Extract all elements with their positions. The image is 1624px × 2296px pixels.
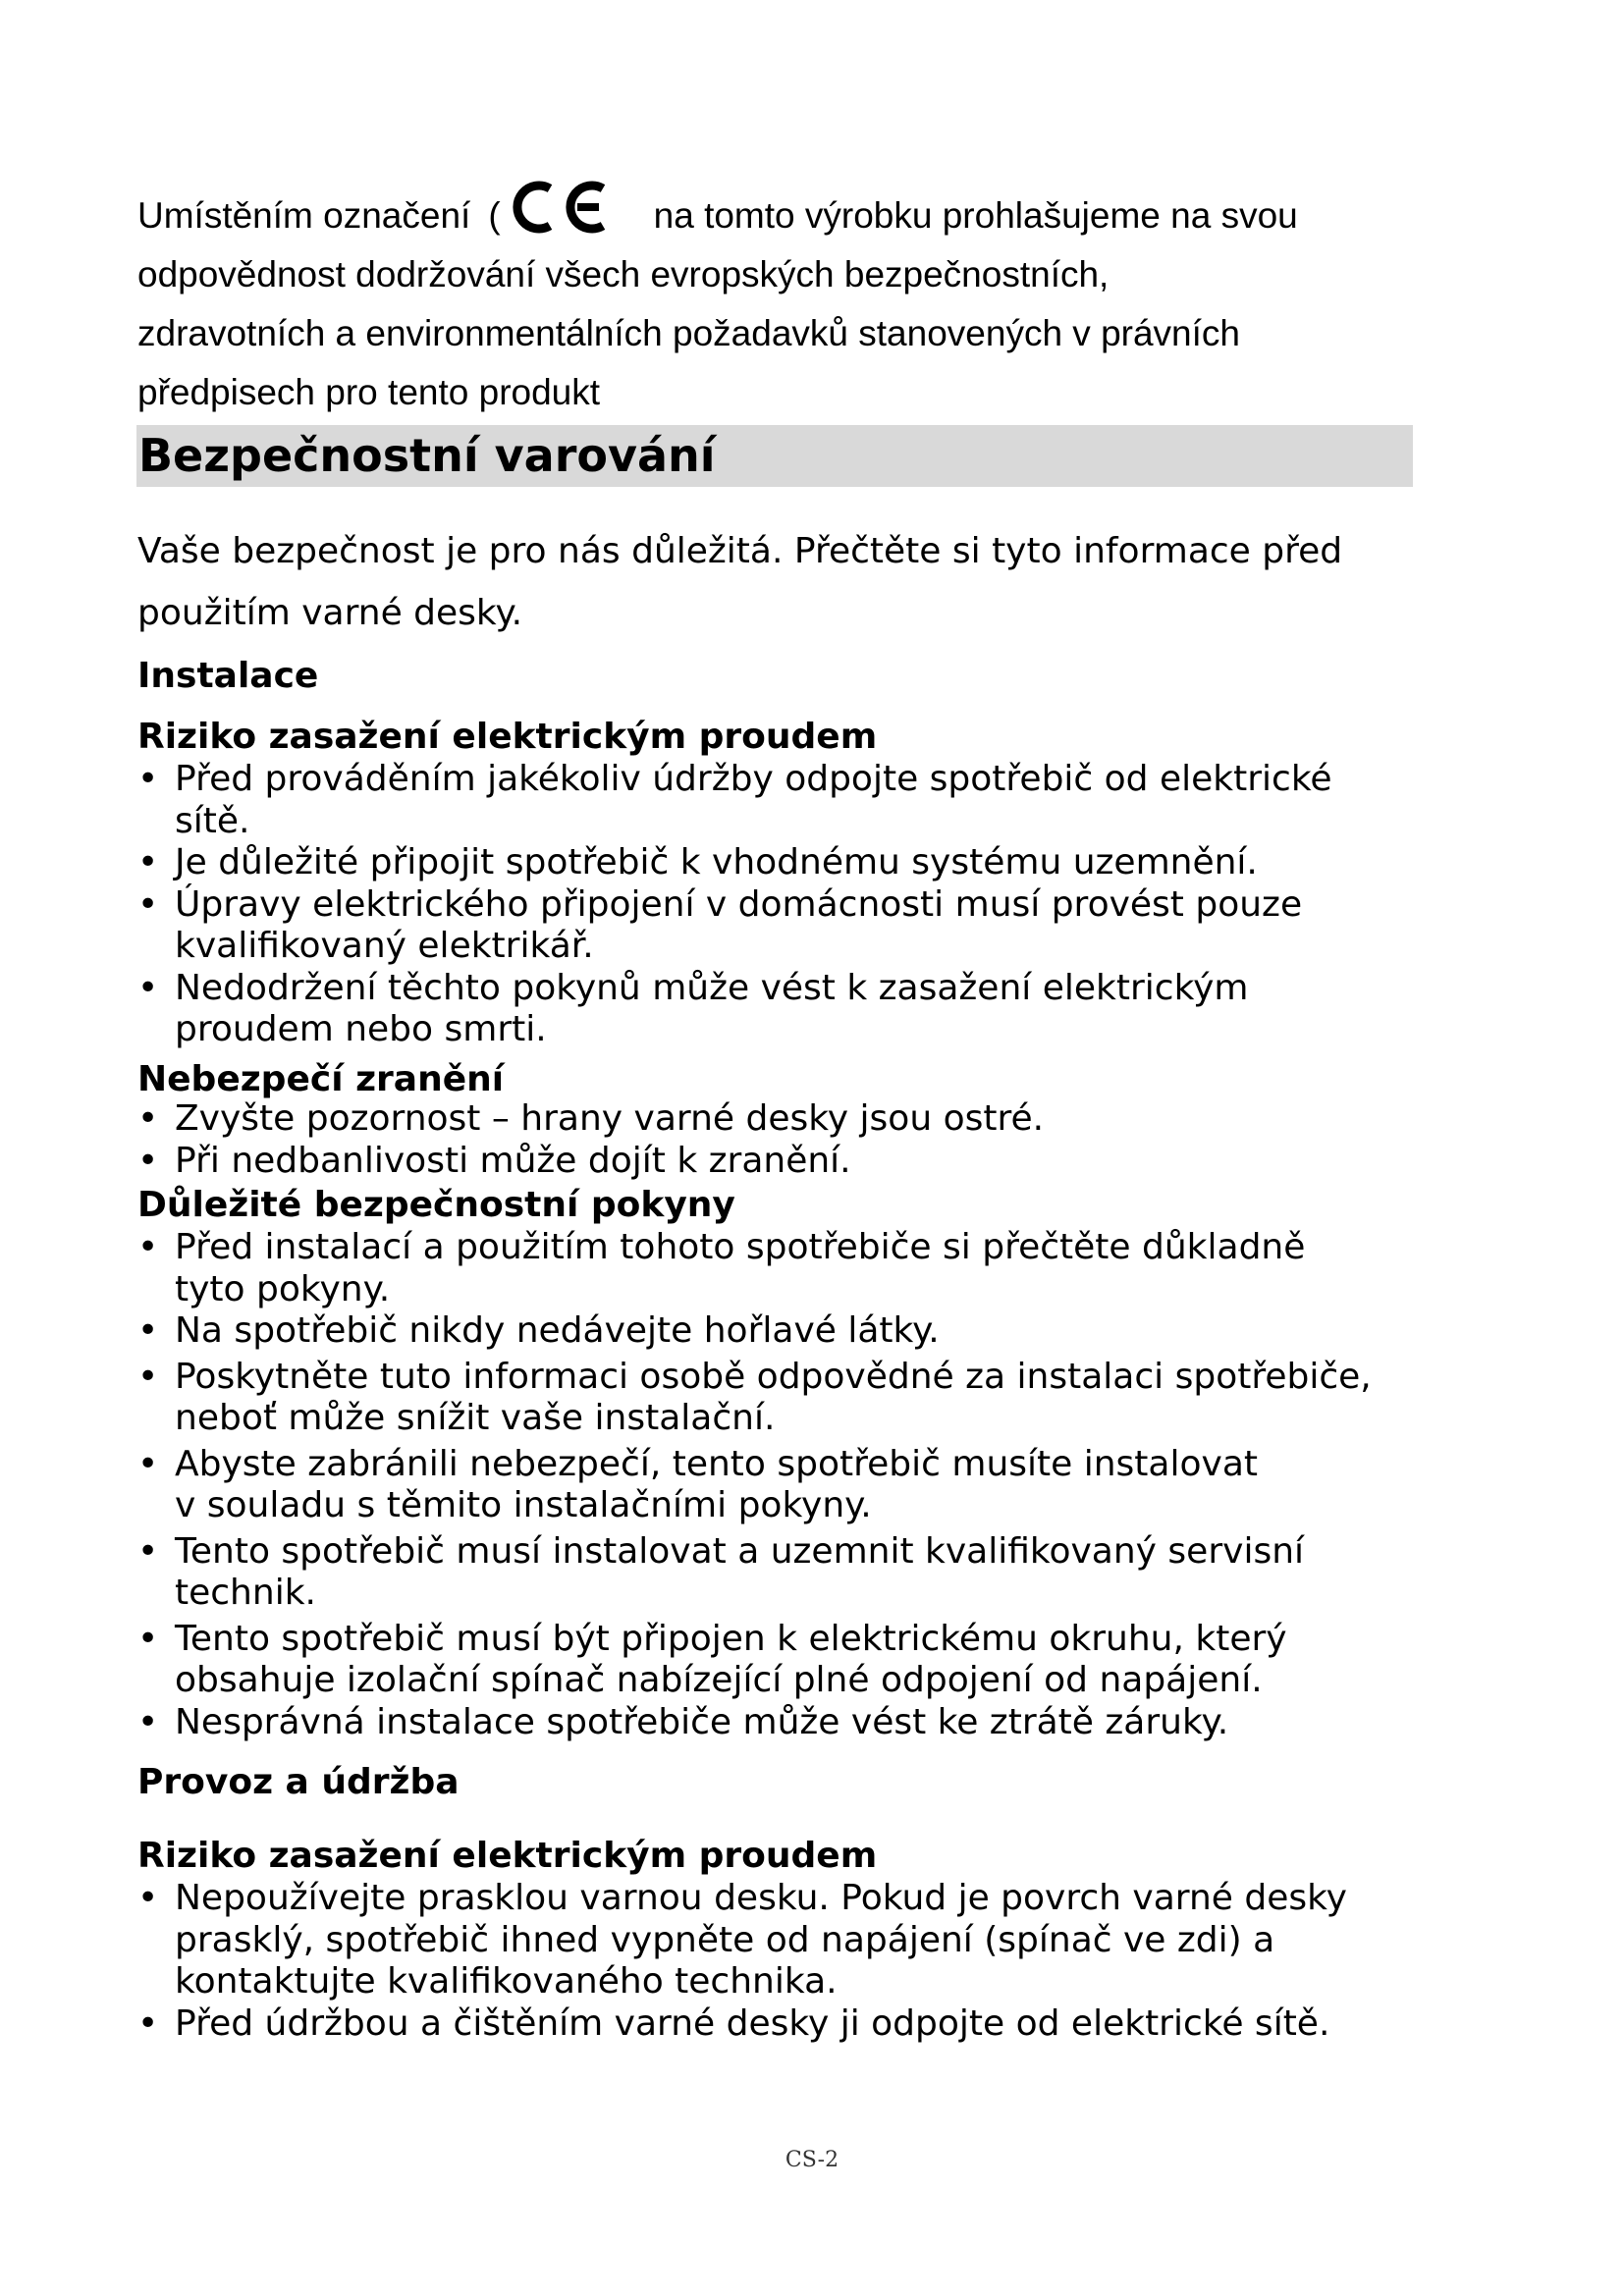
shock-risk-list: [137, 759, 1532, 1051]
page-title: Bezpečnostní varování: [138, 429, 716, 482]
section-heading-shock-risk-2: Riziko zasažení elektrickým proudem: [137, 1836, 878, 1876]
list-item: • Před údržbou a čištěním varné desky ji odpojte od elektrické sítě.: [137, 2002, 1330, 2044]
page-number: CS-2: [785, 2148, 839, 2172]
list-item: • Tento spotřebič musí instalovat a uzemnit kvalifikovaný servisní technik.: [137, 1530, 1305, 1613]
heading-band: [136, 425, 1413, 487]
ce-mark-icon: [505, 179, 615, 236]
ce-notice-line-1: Umístěním označení ( na tomto výrobku prohlašujeme na svou: [137, 179, 1502, 245]
section-heading-installation: Instalace: [137, 656, 319, 696]
intro-paragraph: [137, 520, 1512, 644]
list-item: • Nesprávná instalace spotřebiče může vést ke ztrátě záruky.: [137, 1701, 1229, 1742]
list-item: • Abyste zabránili nebezpečí, tento spotřebič musíte instalovat v souladu s těmito instalačními pokyny.: [137, 1443, 1258, 1525]
shock-risk-list-2: [137, 1878, 1532, 2045]
important-list: [137, 1227, 1532, 1743]
ce-notice-line-3: zdravotních a environmentálních požadavků stanovených v právních: [137, 313, 1240, 353]
section-heading-injury: Nebezpečí zranění: [137, 1059, 505, 1099]
list-item: • Na spotřebič nikdy nedávejte hořlavé látky.: [137, 1310, 940, 1351]
list-item: • Tento spotřebič musí být připojen k elektrickému okruhu, který obsahuje izolační spínač nabízející plné odpojení od napájení.: [137, 1618, 1287, 1700]
ce-notice: [137, 179, 1502, 422]
list-item: • Zvyšte pozornost – hrany varné desky jsou ostré.: [137, 1098, 1045, 1139]
ce-notice-line-4: předpisech pro tento produkt: [137, 372, 601, 412]
list-item: • Před prováděním jakékoliv údržby odpojte spotřebič od elektrické sítě.: [137, 759, 1332, 841]
list-item: • Při nedbanlivosti může dojít k zranění.: [137, 1140, 851, 1181]
list-item: • Nedodržení těchto pokynů může vést k zasažení elektrickým proudem nebo smrti.: [137, 967, 1249, 1049]
ce-notice-line-2: odpovědnost dodržování všech evropských bezpečnostních,: [137, 254, 1110, 294]
list-item: • Úpravy elektrického připojení v domácnosti musí provést pouze kvalifikovaný elektrikář.: [137, 883, 1303, 966]
section-heading-important: Důležité bezpečnostní pokyny: [137, 1185, 735, 1225]
list-item: • Před instalací a použitím tohoto spotřebiče si přečtěte důkladně tyto pokyny.: [137, 1227, 1306, 1309]
intro-line-2: použitím varné desky.: [137, 593, 523, 633]
list-item: • Je důležité připojit spotřebič k vhodnému systému uzemnění.: [137, 842, 1258, 882]
intro-line-1: Vaše bezpečnost je pro nás důležitá. Přečtěte si tyto informace před: [137, 531, 1343, 571]
section-heading-operation: Provoz a údržba: [137, 1762, 460, 1802]
list-item: • Poskytněte tuto informaci osobě odpovědné za instalaci spotřebiče, neboť může snížit vaše instalační.: [137, 1356, 1372, 1438]
section-heading-shock-risk: Riziko zasažení elektrickým proudem: [137, 717, 878, 757]
list-item: • Nepoužívejte prasklou varnou desku. Pokud je povrch varné desky prasklý, spotřebič ihned vypněte od napájení (spínač ve zdi) a kontaktujte kvalifikovaného technika.: [137, 1878, 1347, 2002]
injury-list: [137, 1098, 1532, 1182]
